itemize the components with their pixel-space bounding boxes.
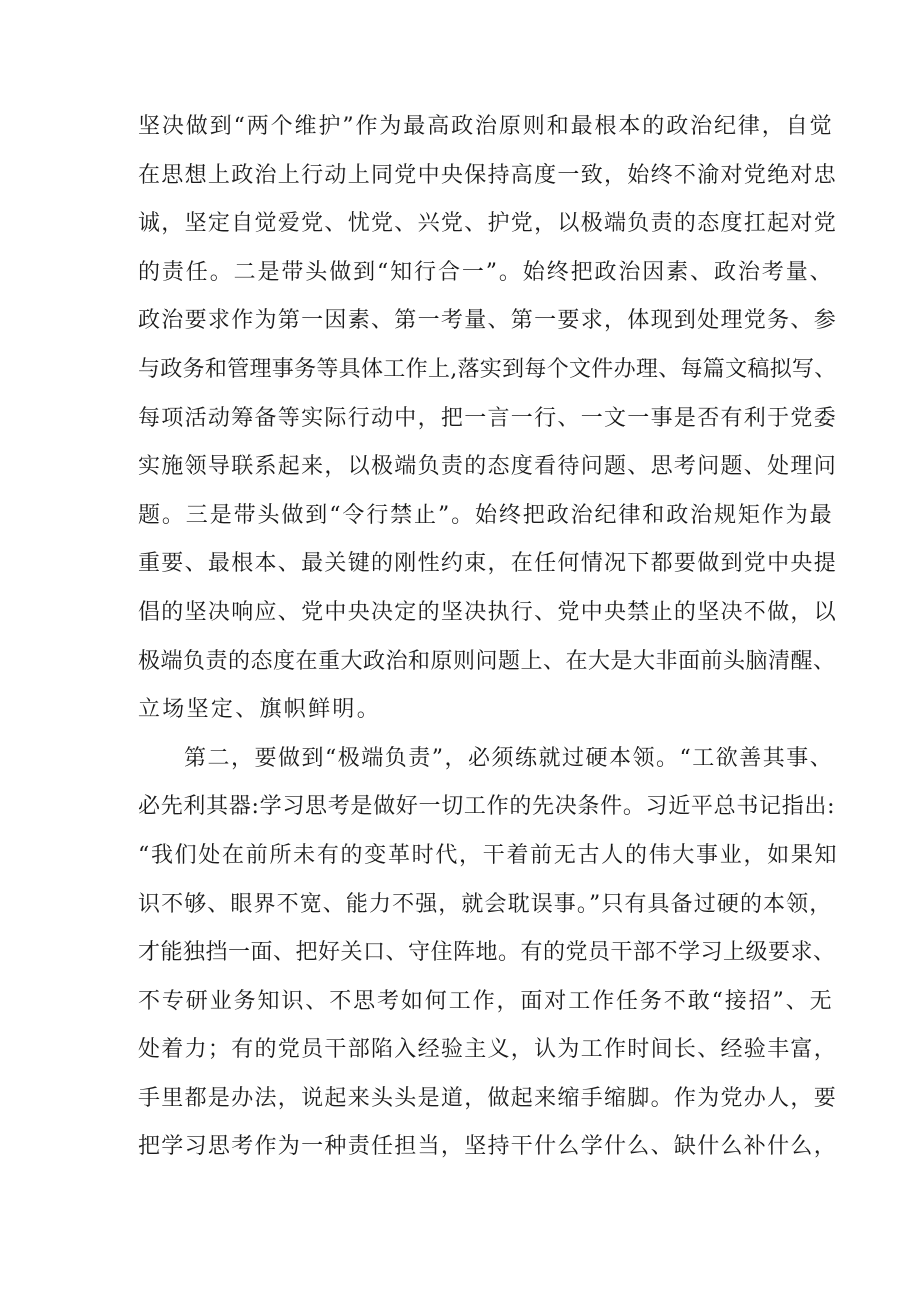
text-line: 政治要求作为第一因素、第一考量、第一要求，体现到处理党务、参: [138, 308, 838, 334]
text-line: 识不够、眼界不宽、能力不强，就会耽误事。”只有具备过硬的本领，: [138, 891, 833, 917]
paragraph-start-line: 第二，要做到“极端负责”，必须练就过硬本领。“工欲善其事、: [184, 745, 834, 771]
text-line: 才能独挡一面、把好关口、守住阵地。有的党员干部不学习上级要求、: [138, 940, 836, 966]
text-line: 诚，坚定自觉爱党、忧党、兴党、护党，以极端负责的态度扛起对党: [138, 211, 838, 237]
text-line: 极端负责的态度在重大政治和原则问题上、在大是大非面前头脑清醒、: [138, 648, 836, 674]
text-line: 实施领导联系起来，以极端负责的态度看待问题、思考问题、处理问: [138, 454, 838, 480]
text-line: 倡的坚决响应、党中央决定的坚决执行、党中央禁止的坚决不做，以: [138, 599, 838, 625]
text-line: 每项活动筹备等实际行动中，把一言一行、一文一事是否有利于党委: [138, 405, 838, 431]
text-line: 在思想上政治上行动上同党中央保持高度一致，始终不渝对党绝对忠: [138, 162, 838, 188]
text-line: 立场坚定、旗帜鲜明。: [138, 697, 382, 723]
body-text: [138, 103, 838, 1172]
text-line: 必先利其器:学习思考是做好一切工作的先决条件。习近平总书记指出:: [138, 794, 836, 820]
text-line: 重要、最根本、最关键的刚性约束，在任何情况下都要做到党中央提: [138, 551, 838, 577]
text-line: 与政务和管理事务等具体工作上,落实到每个文件办理、每篇文稿拟写、: [138, 356, 837, 382]
text-line: 坚决做到“两个维护”作为最高政治原则和最根本的政治纪律，自觉: [138, 114, 834, 139]
text-line: 把学习思考作为一种责任担当，坚持干什么学什么、缺什么补什么，: [138, 1134, 838, 1160]
text-line: “我们处在前所未有的变革时代，干着前无古人的伟大事业，如果知: [138, 842, 839, 868]
text-line: 不专研业务知识、不思考如何工作，面对工作任务不敢“接招”、无: [138, 988, 834, 1014]
text-line: 手里都是办法，说起来头头是道，做起来缩手缩脚。作为党办人，要: [138, 1085, 838, 1111]
text-line: 的责任。二是带头做到“知行合一”。始终把政治因素、政治考量、: [138, 259, 834, 285]
text-line: 题。三是带头做到“令行禁止”。始终把政治纪律和政治规矩作为最: [138, 502, 834, 528]
text-line: 处着力；有的党员干部陷入经验主义，认为工作时间长、经验丰富，: [138, 1037, 838, 1063]
